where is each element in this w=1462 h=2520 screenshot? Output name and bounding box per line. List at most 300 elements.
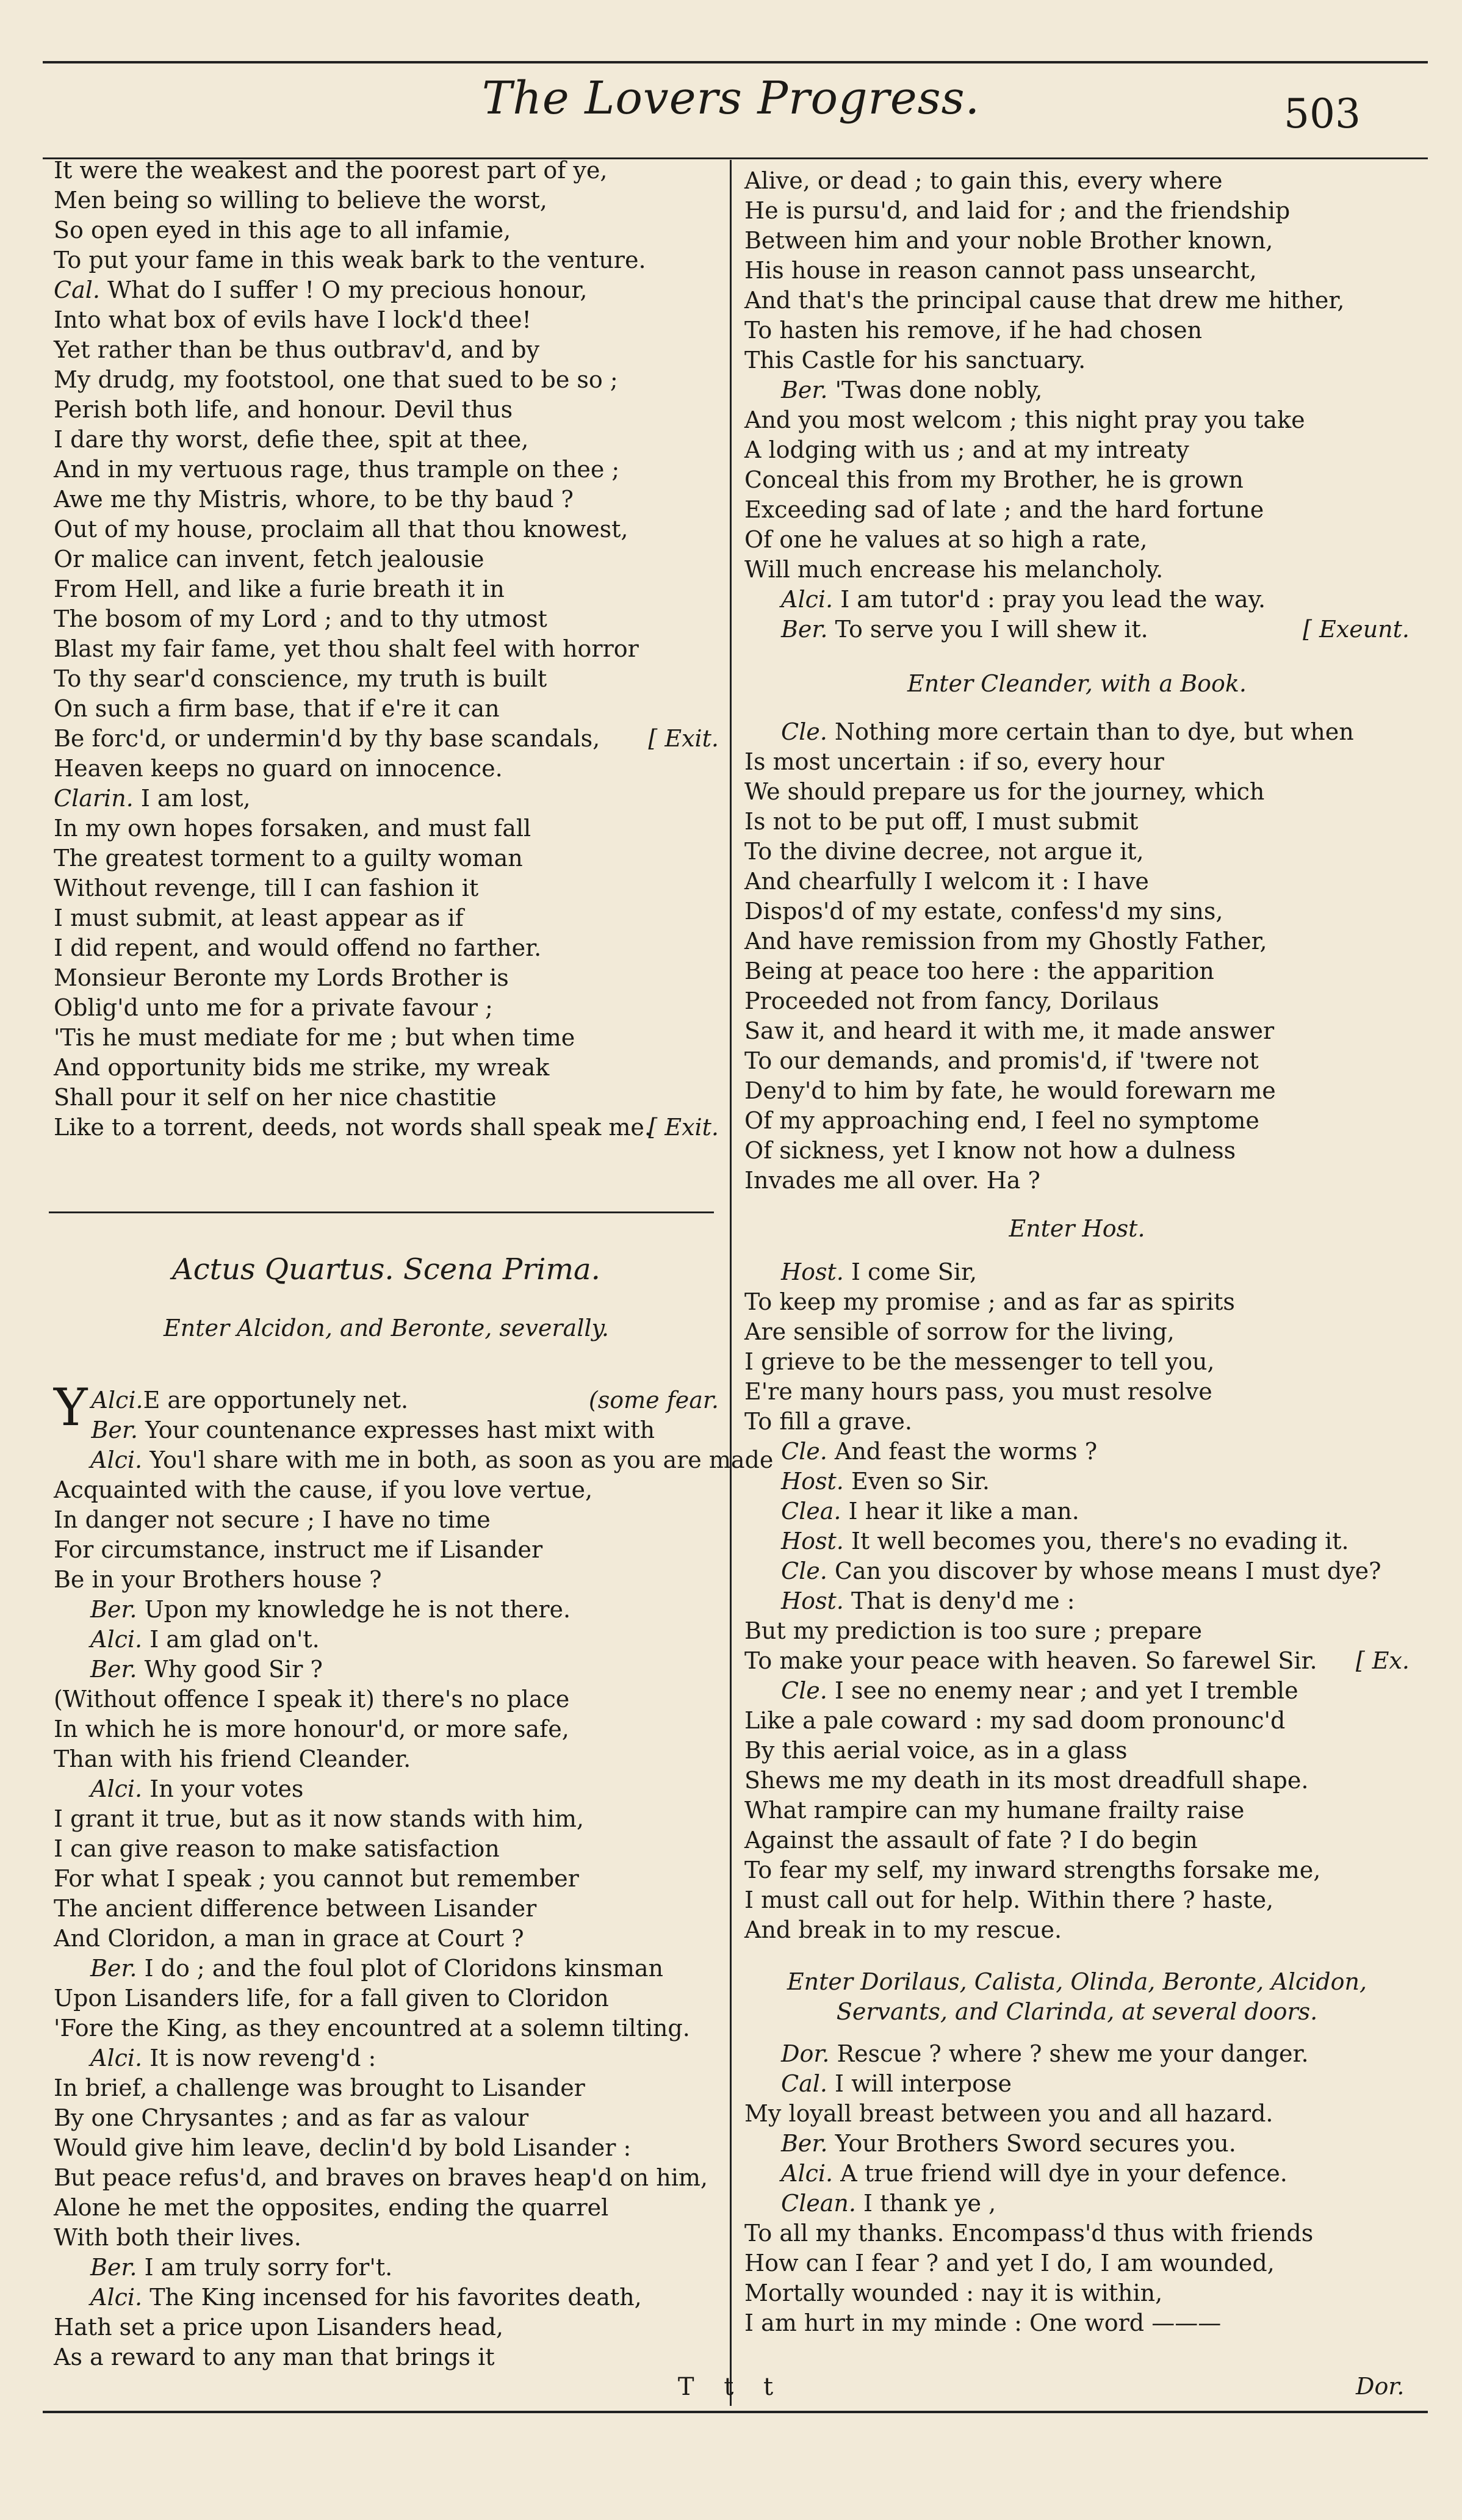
line-text: Nothing more certain than to dye, but when: [834, 718, 1354, 745]
line-text: Blast my fair fame, yet thou shalt feel with horror: [54, 635, 639, 662]
speaker-label: Clarin.: [54, 785, 141, 812]
verse-line: [744, 345, 1410, 375]
line-text: I did repent, and would offend no farther.: [54, 934, 542, 961]
verse-line: [54, 1655, 719, 1684]
page-number: 503: [1284, 90, 1361, 137]
act-heading-block: [54, 1251, 719, 1343]
verse-line: [54, 544, 719, 574]
line-text: Like to a torrent, deeds, not words shall speak me.: [54, 1114, 652, 1141]
verse-line: [744, 555, 1410, 585]
line-text: A true friend will dye in your defence.: [840, 2160, 1287, 2187]
line-text: Your countenance expresses hast mixt with: [145, 1417, 655, 1443]
line-text: Be in your Brothers house ?: [54, 1566, 382, 1593]
verse-line: [744, 926, 1410, 956]
stage-exit-marker: (some fear.: [588, 1387, 719, 1413]
line-text: Alone he met the opposites, ending the quarrel: [54, 2194, 609, 2221]
signature-mark: T t t: [677, 2373, 785, 2401]
line-text: Shall pour it self on her nice chastitie: [54, 1084, 497, 1111]
verse-line: [54, 1984, 719, 2013]
line-text: To our demands, and promis'd, if 'twere not: [744, 1047, 1259, 1074]
line-text: Upon Lisanders life, for a fall given to Cloridon: [54, 1985, 609, 2012]
verse-line: [744, 777, 1410, 807]
line-text: To keep my promise ; and as far as spirits: [744, 1288, 1235, 1315]
line-text: I am tutor'd : pray you lead the way.: [840, 586, 1266, 613]
verse-line: [54, 933, 719, 963]
verse-line: [54, 664, 719, 694]
verse-line: [54, 1924, 719, 1954]
verse-line: [744, 1166, 1410, 1196]
line-text: I am truly sorry for't.: [144, 2254, 393, 2281]
verse-line: [54, 2103, 719, 2133]
verse-line: [54, 1595, 719, 1625]
speaker-label: Alci.: [781, 586, 841, 613]
line-text: To fill a grave.: [744, 1408, 912, 1435]
line-text: Is most uncertain : if so, every hour: [744, 748, 1164, 775]
line-text: Like a pale coward : my sad doom pronounc'd: [744, 1707, 1286, 1734]
line-text: To all my thanks. Encompass'd thus with friends: [744, 2220, 1314, 2247]
line-text: Of sickness, yet I know not how a dulness: [744, 1137, 1236, 1164]
line-text: But peace refus'd, and braves on braves heap'd on him,: [54, 2164, 708, 2191]
line-text: Alive, or dead ; to gain this, every where: [744, 167, 1223, 194]
line-text: And that's the principal cause that drew me hither,: [744, 287, 1345, 314]
line-text: By one Chrysantes ; and as far as valour: [54, 2104, 529, 2131]
line-text: Men being so willing to believe the worst,: [54, 187, 547, 214]
line-text: Or malice can invent, fetch jealousie: [54, 546, 484, 572]
line-text: I do ; and the foul plot of Cloridons kinsman: [144, 1955, 664, 1982]
line-text: I am lost,: [140, 785, 251, 812]
line-text: How can I fear ? and yet I do, I am wounded,: [744, 2250, 1275, 2276]
line-text: Without revenge, till I can fashion it: [54, 875, 479, 901]
column-divider: [730, 160, 732, 2406]
verse-line: [744, 867, 1410, 897]
line-text: Heaven keeps no guard on innocence.: [54, 755, 503, 782]
verse-line: [54, 1415, 719, 1445]
line-text: On such a firm base, that if e're it can: [54, 695, 500, 722]
verse-line: [54, 1864, 719, 1894]
verse-line: [54, 245, 719, 275]
speaker-label: Cal.: [54, 276, 108, 303]
line-text: As a reward to any man that brings it: [54, 2344, 495, 2370]
verse-line: [744, 286, 1410, 316]
verse-line: [54, 724, 719, 754]
verse-line: [744, 166, 1410, 196]
line-text: To the divine decree, not argue it,: [744, 838, 1144, 865]
line-text: I will interpose: [835, 2070, 1012, 2097]
line-text: And you most welcom ; this night pray you take: [744, 406, 1305, 433]
line-text: Than with his friend Cleander.: [54, 1746, 411, 1772]
verse-line: [54, 156, 719, 186]
verse-line: [54, 1565, 719, 1595]
line-text: Oblig'd unto me for a private favour ;: [54, 994, 493, 1021]
line-text: Invades me all over. Ha ?: [744, 1167, 1040, 1194]
speaker-label: Alci.: [90, 2284, 150, 2311]
line-text: Would give him leave, declin'd by bold Lisander :: [54, 2134, 632, 2161]
line-text: Rescue ? where ? shew me your danger.: [837, 2040, 1309, 2067]
speaker-label: Alci.: [90, 1626, 150, 1653]
verse-line: [54, 1894, 719, 1924]
verse-line: [744, 226, 1410, 256]
line-text: And chearfully I welcom it : I have: [744, 868, 1149, 895]
line-text: Against the assault of fate ? I do begin: [744, 1827, 1198, 1854]
line-text: I must call out for help. Within there ? haste,: [744, 1886, 1274, 1913]
verse-line: [744, 525, 1410, 555]
speaker-label: Cle.: [781, 1438, 835, 1465]
line-text: To put your fame in this weak bark to the venture.: [54, 247, 646, 273]
verse-line: [54, 215, 719, 245]
right-block-2: [744, 717, 1410, 1196]
speaker-label: Alci.: [91, 1387, 143, 1413]
verse-line: [744, 405, 1410, 435]
verse-line: [744, 1437, 1410, 1467]
verse-line: [54, 485, 719, 514]
line-text: Between him and your noble Brother known,: [744, 227, 1273, 254]
verse-line: [54, 1744, 719, 1774]
speaker-label: Alci.: [781, 2160, 841, 2187]
verse-line: [54, 514, 719, 544]
verse-line: [744, 1676, 1410, 1706]
speaker-label: Ber.: [91, 1417, 146, 1443]
speaker-label: Ber.: [781, 616, 835, 643]
verse-line: [744, 2039, 1410, 2069]
verse-line: [54, 1083, 719, 1113]
verse-line: [744, 2248, 1410, 2278]
verse-line: [54, 1954, 719, 1984]
speaker-label: Cle.: [781, 1558, 835, 1584]
verse-line: [744, 2219, 1410, 2248]
verse-line: [54, 1804, 719, 1834]
speaker-label: Ber.: [90, 2254, 145, 2281]
verse-line: [54, 903, 719, 933]
verse-line: [54, 1023, 719, 1053]
line-text: Hath set a price upon Lisanders head,: [54, 2314, 504, 2341]
verse-line: [54, 1684, 719, 1714]
verse-line: [744, 2278, 1410, 2308]
stage-direction-enter-cleander: Enter Cleander, with a Book.: [907, 670, 1247, 697]
verse-line: [744, 465, 1410, 495]
verse-line: [744, 1616, 1410, 1646]
catchword: Dor.: [1356, 2373, 1405, 2400]
verse-line: [54, 1625, 719, 1655]
speaker-label: Ber.: [90, 1955, 145, 1982]
line-text: His house in reason cannot pass unsearcht,: [744, 257, 1257, 284]
speaker-label: Dor.: [781, 2040, 837, 2067]
verse-line: [744, 1825, 1410, 1855]
line-text: My drudg, my footstool, one that sued to be so ;: [54, 366, 618, 393]
line-text: And feast the worms ?: [834, 1438, 1098, 1465]
line-text: I see no enemy near ; and yet I tremble: [834, 1677, 1298, 1704]
verse-line: [54, 2253, 719, 2283]
verse-line: [54, 2043, 719, 2073]
line-text: I thank ye ,: [863, 2190, 996, 2217]
line-text: In danger not secure ; I have no time: [54, 1506, 491, 1533]
speaker-label: Host.: [781, 1468, 851, 1495]
line-text: I dare thy worst, defie thee, spit at thee,: [54, 426, 529, 453]
line-text: Deny'd to him by fate, he would forewarn me: [744, 1077, 1276, 1104]
line-text: The King incensed for his favorites death,: [149, 2284, 642, 2311]
line-text: In your votes: [149, 1775, 304, 1802]
verse-line: [54, 784, 719, 814]
verse-line: [54, 275, 719, 305]
verse-line: [744, 956, 1410, 986]
line-text: Why good Sir ?: [144, 1656, 323, 1683]
verse-line: [744, 2099, 1410, 2129]
line-text: I am hurt in my minde : One word ———: [744, 2309, 1222, 2336]
right-block-1: [744, 166, 1410, 644]
verse-line: [54, 1053, 719, 1083]
verse-line: [54, 1113, 719, 1143]
line-text: So open eyed in this age to all infamie,: [54, 217, 511, 244]
stage-direction-enter-all-1: Enter Dorilaus, Calista, Olinda, Beronte, Alcidon,: [787, 1968, 1367, 1995]
left-column-top: [54, 156, 719, 1143]
verse-line: [744, 2129, 1410, 2159]
stage-exit-marker: [ Ex.: [1355, 1647, 1410, 1674]
speaker-label: Ber.: [90, 1656, 145, 1683]
verse-line: [744, 747, 1410, 777]
speaker-label: Ber.: [781, 377, 835, 403]
line-text: To make your peace with heaven. So farewel Sir.: [744, 1647, 1317, 1674]
verse-line: [54, 574, 719, 604]
verse-line: [54, 2013, 719, 2043]
verse-line: [54, 2312, 719, 2342]
verse-line: [744, 717, 1410, 747]
line-text: E're many hours pass, you must resolve: [744, 1378, 1212, 1405]
stage-exit-marker: [ Exeunt.: [1303, 616, 1410, 643]
line-text: To thy sear'd conscience, my truth is built: [54, 665, 547, 692]
verse-line: [54, 873, 719, 903]
line-text: I grant it true, but as it now stands with him,: [54, 1805, 585, 1832]
verse-line: [744, 375, 1410, 405]
right-block-3: [744, 1257, 1410, 1945]
verse-line: [744, 1556, 1410, 1586]
verse-line: [744, 1136, 1410, 1166]
verse-line: [54, 455, 719, 485]
verse-line: [744, 2069, 1410, 2099]
verse-line: [54, 2223, 719, 2253]
line-text: Even so Sir.: [851, 1468, 990, 1495]
line-text: I hear it like a man.: [848, 1498, 1079, 1525]
line-text: I can give reason to make satisfaction: [54, 1835, 500, 1862]
verse-line: [744, 1467, 1410, 1496]
verse-line: [54, 694, 719, 724]
left-column-bottom: [54, 1377, 774, 2372]
running-title: The Lovers Progress.: [481, 72, 981, 125]
verse-line: [744, 1915, 1410, 1945]
line-text: And opportunity bids me strike, my wreak: [54, 1054, 550, 1081]
line-text: It is now reveng'd :: [149, 2045, 376, 2071]
line-text: Can you discover by whose means I must dye?: [834, 1558, 1381, 1584]
speaker-label: Host.: [781, 1258, 851, 1285]
line-text: He is pursu'd, and laid for ; and the friendship: [744, 197, 1291, 224]
line-text: Yet rather than be thus outbrav'd, and by: [54, 336, 540, 363]
line-text: To fear my self, my inward strengths forsake me,: [744, 1857, 1321, 1883]
verse-line: [744, 1766, 1410, 1796]
line-text: My loyall breast between you and all hazard.: [744, 2100, 1273, 2127]
line-text: A lodging with us ; and at my intreaty: [744, 436, 1189, 463]
line-text: Being at peace too here : the apparition: [744, 958, 1214, 984]
verse-line: [744, 1317, 1410, 1347]
verse-line: [54, 2193, 719, 2223]
verse-line: [744, 1586, 1410, 1616]
line-text: In which he is more honour'd, or more safe,: [54, 1716, 569, 1742]
line-text: For circumstance, instruct me if Lisander: [54, 1536, 543, 1563]
line-text: The ancient difference between Lisander: [54, 1895, 537, 1922]
line-text: Monsieur Beronte my Lords Brother is: [54, 964, 509, 991]
line-text: That is deny'd me :: [851, 1587, 1075, 1614]
speaker-label: Alci.: [90, 1775, 150, 1802]
verse-line: [54, 1714, 719, 1744]
speaker-label: Host.: [781, 1528, 851, 1554]
verse-line: [54, 365, 719, 395]
verse-line: [744, 615, 1410, 644]
right-block-4: [744, 2039, 1410, 2338]
verse-line: [744, 1496, 1410, 1526]
verse-line: [744, 1407, 1410, 1437]
line-text: To hasten his remove, if he had chosen: [744, 317, 1203, 344]
line-text: I come Sir,: [851, 1258, 978, 1285]
verse-line: [54, 1505, 719, 1535]
right-column: [744, 166, 1410, 2338]
line-text: The bosom of my Lord ; and to thy utmost: [54, 605, 547, 632]
line-text: With both their lives.: [54, 2224, 301, 2251]
verse-line: [54, 604, 719, 634]
verse-line: [744, 2159, 1410, 2189]
line-text: What do I suffer ! O my precious honour,: [107, 276, 588, 303]
line-text: Proceeded not from fancy, Dorilaus: [744, 987, 1159, 1014]
verse-line: [744, 1377, 1410, 1407]
verse-line: [54, 1535, 719, 1565]
verse-line: [54, 1834, 719, 1864]
line-text: I must submit, at least appear as if: [54, 904, 464, 931]
verse-line: [54, 2163, 719, 2193]
speaker-label: Ber.: [781, 2130, 835, 2157]
verse-line: [744, 1646, 1410, 1676]
verse-line: [744, 1016, 1410, 1046]
verse-line: [744, 1736, 1410, 1766]
verse-line: [54, 305, 719, 335]
act-heading: Actus Quartus. Scena Prima.: [172, 1252, 600, 1287]
verse-line: [54, 395, 719, 425]
verse-line: [54, 425, 719, 455]
verse-line: [744, 1885, 1410, 1915]
line-text: To serve you I will shew it.: [835, 616, 1148, 643]
stage-exit-marker: [ Exit.: [648, 725, 719, 752]
line-text: I am glad on't.: [149, 1626, 320, 1653]
line-text: 'Fore the King, as they encountred at a solemn tilting.: [54, 2015, 690, 2042]
verse-line: [54, 1475, 719, 1505]
line-text: Your Brothers Sword secures you.: [835, 2130, 1236, 2157]
line-text: Saw it, and heard it with me, it made answer: [744, 1017, 1275, 1044]
stage-direction-enter-all-2: Servants, and Clarinda, at several doors.: [836, 1998, 1318, 2025]
bottom-rule: [43, 2411, 1428, 2413]
line-text: For what I speak ; you cannot but remember: [54, 1865, 579, 1892]
verse-line: [54, 634, 719, 664]
verse-line: [54, 2283, 719, 2312]
line-text: Exceeding sad of late ; and the hard fortune: [744, 496, 1264, 523]
line-text: Is not to be put off, I must submit: [744, 808, 1139, 835]
verse-line: [54, 843, 719, 873]
line-text: You'l share with me in both, as soon as you are made: [149, 1446, 774, 1473]
line-text: From Hell, and like a furie breath it in: [54, 576, 505, 602]
verse-line: [744, 1855, 1410, 1885]
line-text: 'Twas done nobly,: [835, 377, 1043, 403]
line-text: Out of my house, proclaim all that thou knowest,: [54, 516, 628, 543]
speaker-label: Ber.: [90, 1596, 145, 1623]
line-text: But my prediction is too sure ; prepare: [744, 1617, 1202, 1644]
speaker-label: Alci.: [90, 1446, 150, 1473]
line-text: What rampire can my humane frailty raise: [744, 1797, 1245, 1824]
line-text: It were the weakest and the poorest part of ye,: [54, 157, 608, 184]
verse-line: [744, 1076, 1410, 1106]
verse-line: [744, 196, 1410, 226]
verse-line: [54, 814, 719, 843]
verse-line: [54, 2133, 719, 2163]
line-text: Will much encrease his melancholy.: [744, 556, 1164, 583]
speaker-label: Cal.: [781, 2070, 835, 2097]
verse-line: [744, 1706, 1410, 1736]
verse-line: [54, 993, 719, 1023]
verse-line: [744, 986, 1410, 1016]
verse-line: [54, 963, 719, 993]
verse-line: [744, 1347, 1410, 1377]
line-text: And in my vertuous rage, thus trample on thee ;: [54, 456, 620, 483]
line-text: Conceal this from my Brother, he is grown: [744, 466, 1244, 493]
line-text: Shews me my death in its most dreadfull shape.: [744, 1767, 1309, 1794]
speaker-label: Clea.: [781, 1498, 849, 1525]
line-text: Of one he values at so high a rate,: [744, 526, 1148, 553]
speaker-label: Cle.: [781, 1677, 835, 1704]
line-text: It well becomes you, there's no evading it.: [851, 1528, 1349, 1554]
line-text: Be forc'd, or undermin'd by thy base scandals,: [54, 725, 600, 752]
verse-line: [54, 186, 719, 215]
speaker-label: Host.: [781, 1587, 851, 1614]
verse-line: [744, 2189, 1410, 2219]
line-text: E are opportunely net.: [143, 1387, 409, 1413]
verse-line: [744, 2308, 1410, 2338]
line-text: In brief, a challenge was brought to Lisander: [54, 2074, 585, 2101]
verse-line: [744, 1106, 1410, 1136]
speaker-label: Alci.: [90, 2045, 150, 2071]
verse-line: [54, 754, 719, 784]
verse-line: [54, 1774, 719, 1804]
stage-exit-marker: [ Exit.: [648, 1114, 719, 1141]
verse-line: [744, 1796, 1410, 1825]
line-text: Are sensible of sorrow for the living,: [744, 1318, 1175, 1345]
left-section-rule: [49, 1211, 714, 1213]
line-text: Awe me thy Mistris, whore, to be thy baud ?: [54, 486, 574, 513]
verse-line: [54, 1445, 774, 1475]
verse-line: [744, 316, 1410, 345]
verse-line: [744, 435, 1410, 465]
line-text: I grieve to be the messenger to tell you,: [744, 1348, 1215, 1375]
verse-line: [744, 1287, 1410, 1317]
line-text: And break in to my rescue.: [744, 1916, 1062, 1943]
line-text: The greatest torment to a guilty woman: [54, 845, 523, 872]
line-text: This Castle for his sanctuary.: [744, 347, 1086, 374]
verse-line: [744, 1526, 1410, 1556]
line-text: Dispos'd of my estate, confess'd my sins,: [744, 898, 1223, 925]
top-rule: [43, 61, 1428, 63]
stage-direction-enter-host: Enter Host.: [1009, 1215, 1145, 1242]
speaker-label: Clean.: [781, 2190, 864, 2217]
verse-line: [744, 585, 1410, 615]
line-text: In my own hopes forsaken, and must fall: [54, 815, 531, 842]
line-text: 'Tis he must mediate for me ; but when time: [54, 1024, 575, 1051]
line-text: We should prepare us for the journey, which: [744, 778, 1265, 805]
verse-line: [744, 495, 1410, 525]
line-text: By this aerial voice, as in a glass: [744, 1737, 1128, 1764]
line-text: (Without offence I speak it) there's no place: [54, 1686, 570, 1713]
line-text: Acquainted with the cause, if you love vertue,: [54, 1476, 593, 1503]
